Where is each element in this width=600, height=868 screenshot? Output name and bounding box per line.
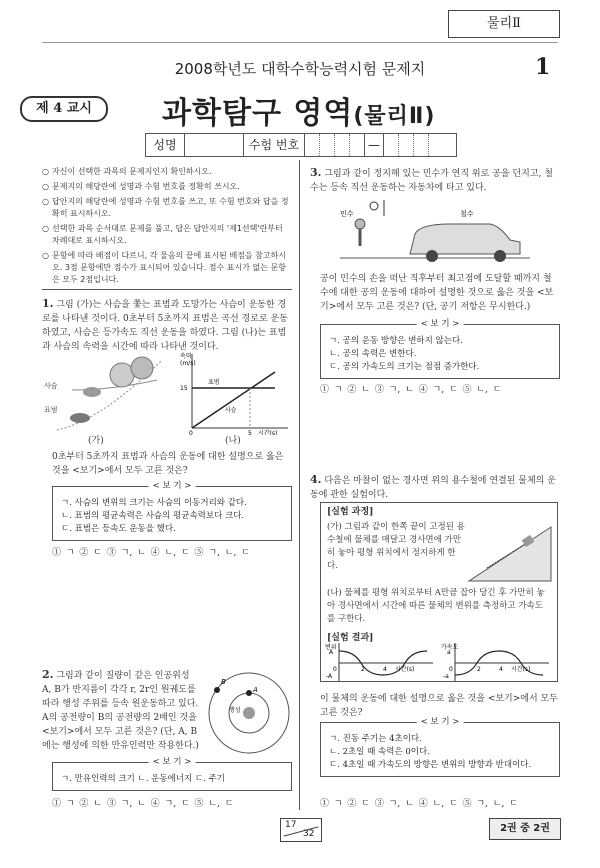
tick-A: A xyxy=(329,649,334,656)
q1-choices[interactable]: ① ㄱ ② ㄷ ③ ㄱ, ㄴ ④ ㄴ, ㄷ ⑤ ㄱ, ㄴ, ㄷ xyxy=(52,548,250,558)
exam-no-digit[interactable] xyxy=(399,134,414,156)
exam-no-dash: — xyxy=(365,134,384,156)
page-total: 32 xyxy=(303,829,315,839)
question-1 xyxy=(42,297,292,354)
main-title xyxy=(162,88,435,132)
planet-icon xyxy=(243,707,255,719)
exam-title: 2008학년도 대학수학능력시험 문제지 xyxy=(174,60,426,78)
q3-figure xyxy=(340,196,530,266)
acceleration-graph xyxy=(441,641,553,681)
car-wheel-icon xyxy=(426,250,438,262)
question-number: 1. xyxy=(42,297,54,310)
page-number: 1 xyxy=(535,54,551,80)
question-number: 2. xyxy=(42,668,54,681)
question-text: 그림 (가)는 사슴을 쫓는 표범과 도망가는 사슴이 운동한 경로를 나타낸 것이다. 0초부터 5초까지 표범은 곡선 경로로 운동하였고, 사슴은 등가속도 직선 운동을 하였다. 그림 (나)는 표범과 사슴의 속력을 시간에 따라 나타낸 것이다. xyxy=(42,300,288,352)
q4-experiment-box xyxy=(320,502,558,682)
person-head-icon xyxy=(355,219,365,229)
tick-4: 4 xyxy=(499,666,503,673)
question-2 xyxy=(42,668,200,753)
x-axis-label: 시간(s) xyxy=(258,430,278,435)
name-field[interactable] xyxy=(185,134,244,156)
question-4 xyxy=(310,473,558,502)
bogi-item: ㄱ. 공의 운동 방향은 변하지 않는다. xyxy=(329,336,463,346)
incline-icon xyxy=(469,527,551,581)
deer-speed-line xyxy=(192,372,275,428)
y-axis-label: 속력 xyxy=(180,353,192,360)
bogi-item: ㄴ. 표범의 평균속력은 사슴의 평균속력보다 크다. xyxy=(61,511,245,521)
bogi-item: ㄷ. 표범은 등속도 운동을 했다. xyxy=(61,524,176,534)
bogi-title: < 보 기 > xyxy=(417,716,464,729)
bogi-item: ㄷ. 4초일 때 가속도의 방향은 변위의 방향과 반대이다. xyxy=(329,760,532,770)
deer-icon xyxy=(83,387,101,397)
q3-question: 공이 민수의 손을 떠난 직후부터 최고점에 도달할 때까지 철수에 대한 공의 운동에 대하여 설명한 것으로 옳은 것을 <보기>에서 모두 고른 것은? (단, 공기 저항은 무시한다.) xyxy=(320,274,554,312)
graph1-y-label: 변위 xyxy=(325,644,337,651)
question-text: 그림과 같이 질량이 같은 인공위성 A, B가 반지름이 각각 r, 2r인 원궤도를 따라 행성 주위를 등속 원운동하고 있다. A의 공전량이 B의 공전량의 2배인 것을 <보기>에서 모두 고른 것은? (단, A, B에는 행성에 의한 만유인력만 작용한다.) xyxy=(42,671,199,751)
q4-bogi xyxy=(320,717,560,777)
q1-figure-a xyxy=(42,350,172,445)
graph2-y-label: 가속도 xyxy=(441,644,459,651)
cheolsu-label: 철수 xyxy=(460,210,474,218)
header-rule xyxy=(42,42,558,43)
planet-label: 행성 xyxy=(229,707,241,714)
volume-label: 2권 중 2권 xyxy=(489,818,561,840)
graph1-x-label: 시간(s) xyxy=(395,666,415,673)
deer-label: 사슴 xyxy=(44,382,58,390)
y-tick-15: 15 xyxy=(180,385,188,392)
y-axis-unit: (m/s) xyxy=(180,360,196,367)
fig-label-b: (나) xyxy=(225,436,241,446)
q3-bogi xyxy=(320,319,560,379)
exam-no-digit[interactable] xyxy=(320,134,335,156)
q3-choices[interactable]: ① ㄱ ② ㄴ ③ ㄱ, ㄴ ④ ㄱ, ㄷ ⑤ ㄴ, ㄷ xyxy=(320,385,502,395)
tick-0: 0 xyxy=(449,666,453,673)
notice-item: ○ 문제지의 해당란에 성명과 수험 번호를 정확히 쓰시오. xyxy=(42,181,292,193)
deer-line-label: 사슴 xyxy=(225,407,237,414)
result-title: [실험 결과] xyxy=(327,633,374,643)
notice-item: ○ 자신이 선택한 과목의 문제지인지 확인하시오. xyxy=(42,166,292,178)
tick-neg-a: -a xyxy=(443,673,449,680)
bogi-item: ㄴ. 2초일 때 속력은 0이다. xyxy=(329,747,430,757)
exam-no-digit[interactable] xyxy=(429,134,455,156)
q4-choices[interactable]: ① ㄱ ② ㄷ ③ ㄱ, ㄴ ④ ㄴ, ㄷ ⑤ ㄱ, ㄴ, ㄷ xyxy=(320,799,518,809)
exam-no-digit[interactable] xyxy=(384,134,399,156)
bogi-title: < 보 기 > xyxy=(149,756,196,769)
tick-4: 4 xyxy=(383,666,387,673)
q2-bogi xyxy=(52,757,292,791)
process-step: (나) 물체를 평형 위치로부터 A만큼 잡아 당긴 후 가만히 놓아 경사면에서 시간에 따른 물체의 변위를 측정하고 가속도를 구한다. xyxy=(327,588,545,624)
question-text: 다음은 마찰이 없는 경사면 위의 용수철에 연결된 물체의 운동에 관한 실험이다. xyxy=(310,476,556,500)
notices xyxy=(42,166,292,289)
satellite-b-label: B xyxy=(221,678,226,686)
question-number: 3. xyxy=(310,166,322,179)
satellite-a-label: A xyxy=(253,686,258,694)
name-label: 성명 xyxy=(146,134,185,156)
exam-no-digit[interactable] xyxy=(305,134,320,156)
satellite-b-icon xyxy=(214,687,220,693)
bogi-item: ㄱ. 진동 주기는 4초이다. xyxy=(329,734,422,744)
question-text: 그림과 같이 정지해 있는 민수가 연직 위로 공을 던지고, 철수는 등속 직선 운동하는 자동차에 타고 있다. xyxy=(310,169,553,193)
tick-2: 2 xyxy=(361,666,365,673)
graph2-x-label: 시간(s) xyxy=(511,666,531,673)
notice-item: ○ 문항에 따라 배점이 다르니, 각 물음의 끝에 표시된 배점을 참고하시오. 3점 문항에만 점수가 표시되어 있습니다. 점수 표시가 없는 문항은 모두 2점입니다. xyxy=(42,250,292,286)
car-icon xyxy=(410,224,520,254)
bogi-title: < 보 기 > xyxy=(149,480,196,493)
fig-label-a: (가) xyxy=(88,436,104,446)
exam-no-digit[interactable] xyxy=(335,134,350,156)
tick-2: 2 xyxy=(477,666,481,673)
satellite-a-icon xyxy=(246,690,252,696)
x-tick-5: 5 xyxy=(248,430,252,435)
leopard-label: 표범 xyxy=(44,406,58,414)
bogi-item: ㄴ. 공의 속력은 변한다. xyxy=(329,349,417,359)
q2-choices[interactable]: ① ㄱ ② ㄴ ③ ㄱ, ㄴ ④ ㄱ, ㄷ ⑤ ㄴ, ㄷ xyxy=(52,799,234,809)
footer-page-box xyxy=(280,818,322,842)
period-badge: 제 4 교시 xyxy=(20,96,108,122)
bogi-item: ㄱ. 만유인력의 크기 ㄴ. 운동에너지 ㄷ. 주기 xyxy=(61,774,225,784)
process-step: (가) 그림과 같이 한쪽 끝이 고정된 용수철에 물체를 매달고 경사면에 가만히 놓아 평형 위치에서 정지하게 한다. xyxy=(327,522,465,571)
column-divider xyxy=(299,160,300,810)
subject-tab: 물리Ⅱ xyxy=(448,10,560,38)
q1-bogi xyxy=(52,481,292,541)
leopard-icon xyxy=(70,413,90,423)
leopard-line-label: 표범 xyxy=(208,379,220,386)
tick-a: a xyxy=(447,649,451,656)
x-tick-0: 0 xyxy=(189,430,193,435)
minsu-label: 민수 xyxy=(340,210,354,218)
q1-figure-b xyxy=(180,350,292,435)
notice-item: ○ 답안지의 해당란에 성명과 수험 번호를 쓰고, 또 수험 번호와 답을 정확히 표시하시오. xyxy=(42,196,292,220)
bogi-item: ㄱ. 사슴의 변위의 크기는 사슴의 이동거리와 같다. xyxy=(61,498,247,508)
tick-neg-A: -A xyxy=(326,673,333,680)
bogi-title: < 보 기 > xyxy=(417,318,464,331)
process-title: [실험 과정] xyxy=(327,507,374,517)
car-wheel-icon xyxy=(494,250,506,262)
main-subtitle: (물리Ⅱ) xyxy=(353,104,436,129)
displacement-graph xyxy=(325,641,437,681)
incline-figure xyxy=(467,523,553,585)
question-3 xyxy=(310,166,558,195)
tick-0: 0 xyxy=(333,666,337,673)
exam-no-digit[interactable] xyxy=(414,134,429,156)
page-current: 17 xyxy=(285,820,297,830)
question-number: 4. xyxy=(310,473,322,486)
notices-rule xyxy=(42,289,292,290)
exam-no-digit[interactable] xyxy=(350,134,365,156)
q2-figure xyxy=(205,668,293,758)
notice-item: ○ 선택한 과목 순서대로 문제를 풀고, 답은 답안지의 '제1선택'란부터 차례대로 표시하시오. xyxy=(42,223,292,247)
name-exam-row xyxy=(145,133,457,157)
q4-question: 이 물체의 운동에 대한 설명으로 옳은 것을 <보기>에서 모두 고른 것은? xyxy=(320,694,558,718)
tree-icon xyxy=(131,357,153,379)
exam-no-label: 수험 번호 xyxy=(244,134,305,156)
ball-icon xyxy=(370,202,378,210)
tree-icon xyxy=(110,363,134,387)
q1-question: 0초부터 5초까지 표범과 사슴의 운동에 대한 설명으로 옳은 것을 <보기>에서 모두 고른 것은? xyxy=(52,452,284,476)
bogi-item: ㄷ. 공의 가속도의 크기는 점점 증가한다. xyxy=(329,362,480,372)
main-title-text: 과학탐구 영역 xyxy=(162,96,354,131)
